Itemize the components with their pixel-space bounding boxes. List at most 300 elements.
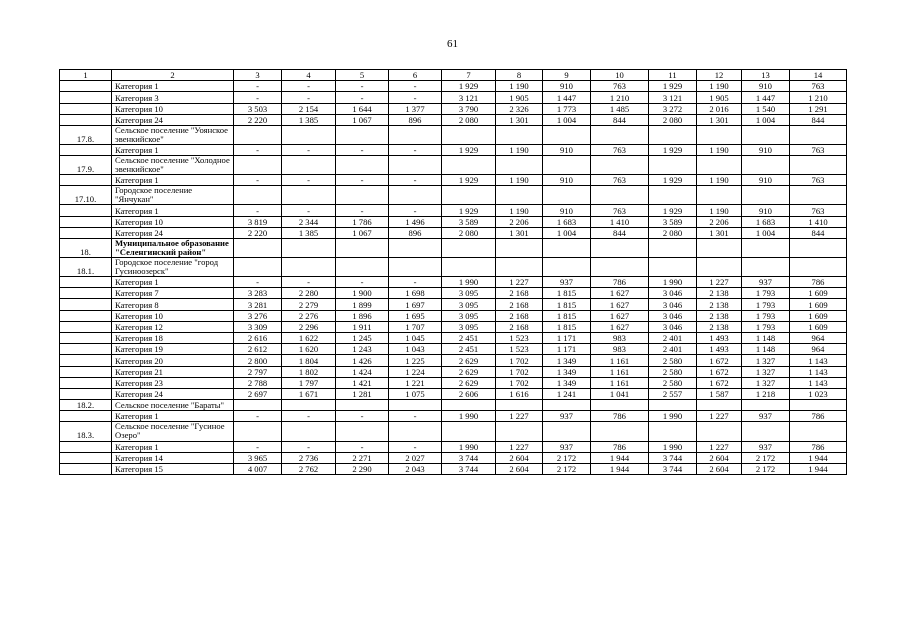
value-cell: 1 190 bbox=[697, 205, 742, 216]
section-row bbox=[60, 400, 847, 411]
value-cell: 2 557 bbox=[649, 388, 697, 399]
value-cell bbox=[543, 258, 591, 277]
header-cell: 8 bbox=[496, 70, 543, 81]
row-index bbox=[60, 216, 112, 227]
value-cell: 1 067 bbox=[336, 227, 389, 238]
row-index bbox=[60, 114, 112, 125]
row-index bbox=[60, 441, 112, 452]
header-cell: 14 bbox=[790, 70, 847, 81]
value-cell: 1 227 bbox=[496, 411, 543, 422]
value-cell: 2 580 bbox=[649, 366, 697, 377]
value-cell: 1 143 bbox=[790, 377, 847, 388]
value-cell: 1 644 bbox=[336, 103, 389, 114]
value-cell: 1 773 bbox=[543, 103, 591, 114]
value-cell: 2 580 bbox=[649, 377, 697, 388]
value-cell: 1 672 bbox=[697, 366, 742, 377]
value-cell: 1 301 bbox=[496, 114, 543, 125]
value-cell: 2 279 bbox=[282, 299, 336, 310]
value-cell bbox=[591, 186, 649, 205]
value-cell bbox=[442, 238, 496, 257]
row-index bbox=[60, 288, 112, 299]
value-cell: 2 206 bbox=[697, 216, 742, 227]
value-cell: 2 326 bbox=[496, 103, 543, 114]
value-cell: 2 604 bbox=[697, 452, 742, 463]
value-cell: 1 385 bbox=[282, 227, 336, 238]
value-cell bbox=[442, 422, 496, 441]
value-cell bbox=[649, 186, 697, 205]
row-index bbox=[60, 205, 112, 216]
value-cell: 1 218 bbox=[742, 388, 790, 399]
header-cell: 11 bbox=[649, 70, 697, 81]
row-name: Категория 24 bbox=[112, 114, 234, 125]
value-cell: 3 046 bbox=[649, 299, 697, 310]
row-index bbox=[60, 411, 112, 422]
row-index bbox=[60, 81, 112, 92]
table-row bbox=[60, 81, 847, 92]
value-cell: 763 bbox=[790, 144, 847, 155]
value-cell bbox=[790, 400, 847, 411]
value-cell bbox=[496, 238, 543, 257]
value-cell: 1 929 bbox=[649, 144, 697, 155]
value-cell: 2 629 bbox=[442, 366, 496, 377]
row-name: Сельское поселение "Бараты" bbox=[112, 400, 234, 411]
row-index bbox=[60, 103, 112, 114]
value-cell: 2 797 bbox=[234, 366, 282, 377]
value-cell: 844 bbox=[591, 114, 649, 125]
value-cell: 2 788 bbox=[234, 377, 282, 388]
row-index bbox=[60, 463, 112, 474]
value-cell: 1 004 bbox=[742, 227, 790, 238]
table-row bbox=[60, 175, 847, 186]
value-cell: 1 377 bbox=[389, 103, 442, 114]
value-cell: 1 929 bbox=[649, 175, 697, 186]
value-cell: 1 896 bbox=[336, 310, 389, 321]
value-cell: 3 095 bbox=[442, 321, 496, 332]
value-cell: 1 148 bbox=[742, 332, 790, 343]
header-cell: 10 bbox=[591, 70, 649, 81]
value-cell: 1 627 bbox=[591, 321, 649, 332]
table-row bbox=[60, 344, 847, 355]
row-name: Категория 10 bbox=[112, 310, 234, 321]
table-row bbox=[60, 463, 847, 474]
row-name: Категория 1 bbox=[112, 411, 234, 422]
value-cell bbox=[234, 156, 282, 175]
row-index: 18. bbox=[60, 238, 112, 257]
value-cell: 844 bbox=[790, 227, 847, 238]
row-index: 18.3. bbox=[60, 422, 112, 441]
value-cell: 2 800 bbox=[234, 355, 282, 366]
value-cell: 2 080 bbox=[649, 114, 697, 125]
value-cell bbox=[336, 258, 389, 277]
value-cell: 1 410 bbox=[790, 216, 847, 227]
value-cell bbox=[442, 258, 496, 277]
value-cell bbox=[742, 258, 790, 277]
value-cell: 1 190 bbox=[496, 205, 543, 216]
header-cell: 5 bbox=[336, 70, 389, 81]
row-name: Категория 14 bbox=[112, 452, 234, 463]
value-cell: - bbox=[282, 81, 336, 92]
row-name: Категория 1 bbox=[112, 205, 234, 216]
table-row bbox=[60, 388, 847, 399]
value-cell: 1 620 bbox=[282, 344, 336, 355]
value-cell: 1 143 bbox=[790, 355, 847, 366]
value-cell: 1 327 bbox=[742, 366, 790, 377]
value-cell: 1 944 bbox=[790, 463, 847, 474]
row-name: Категория 15 bbox=[112, 463, 234, 474]
value-cell: 2 168 bbox=[496, 299, 543, 310]
value-cell: - bbox=[336, 175, 389, 186]
value-cell: 1 793 bbox=[742, 299, 790, 310]
value-cell: - bbox=[336, 205, 389, 216]
value-cell: 1 227 bbox=[496, 277, 543, 288]
table-row bbox=[60, 377, 847, 388]
section-row bbox=[60, 258, 847, 277]
table-row bbox=[60, 103, 847, 114]
value-cell bbox=[496, 258, 543, 277]
value-cell: 1 929 bbox=[442, 175, 496, 186]
value-cell: 1 004 bbox=[543, 114, 591, 125]
value-cell: 1 161 bbox=[591, 366, 649, 377]
value-cell: 1 929 bbox=[442, 205, 496, 216]
table-row bbox=[60, 227, 847, 238]
header-row bbox=[60, 70, 847, 81]
table-row bbox=[60, 332, 847, 343]
value-cell: 1 616 bbox=[496, 388, 543, 399]
row-name: Категория 8 bbox=[112, 299, 234, 310]
row-name: Категория 12 bbox=[112, 321, 234, 332]
value-cell: 2 401 bbox=[649, 332, 697, 343]
row-name: Категория 23 bbox=[112, 377, 234, 388]
value-cell: 2 172 bbox=[742, 463, 790, 474]
value-cell: - bbox=[389, 441, 442, 452]
value-cell bbox=[496, 422, 543, 441]
value-cell bbox=[543, 422, 591, 441]
value-cell: 1 683 bbox=[742, 216, 790, 227]
value-cell: 2 604 bbox=[496, 452, 543, 463]
value-cell bbox=[697, 125, 742, 144]
value-cell: 2 206 bbox=[496, 216, 543, 227]
row-index bbox=[60, 92, 112, 103]
value-cell: 1 291 bbox=[790, 103, 847, 114]
value-cell: - bbox=[389, 144, 442, 155]
value-cell: 1 702 bbox=[496, 355, 543, 366]
value-cell bbox=[543, 400, 591, 411]
value-cell bbox=[742, 125, 790, 144]
value-cell: - bbox=[234, 92, 282, 103]
value-cell: 3 121 bbox=[649, 92, 697, 103]
row-name: Категория 10 bbox=[112, 216, 234, 227]
section-row bbox=[60, 186, 847, 205]
value-cell: 937 bbox=[543, 277, 591, 288]
value-cell bbox=[697, 238, 742, 257]
value-cell bbox=[543, 125, 591, 144]
value-cell: 1 447 bbox=[543, 92, 591, 103]
value-cell bbox=[282, 422, 336, 441]
value-cell: 1 227 bbox=[697, 411, 742, 422]
value-cell: 1 161 bbox=[591, 377, 649, 388]
value-cell: - bbox=[282, 277, 336, 288]
value-cell: 1 349 bbox=[543, 366, 591, 377]
value-cell: 1 210 bbox=[591, 92, 649, 103]
value-cell: 1 672 bbox=[697, 355, 742, 366]
value-cell: 1 587 bbox=[697, 388, 742, 399]
value-cell bbox=[234, 238, 282, 257]
value-cell: 1 190 bbox=[496, 144, 543, 155]
value-cell bbox=[336, 238, 389, 257]
value-cell: 3 819 bbox=[234, 216, 282, 227]
value-cell: 3 309 bbox=[234, 321, 282, 332]
header-cell: 3 bbox=[234, 70, 282, 81]
value-cell bbox=[336, 156, 389, 175]
value-cell: 1 990 bbox=[442, 441, 496, 452]
value-cell: 1 609 bbox=[790, 310, 847, 321]
value-cell bbox=[697, 400, 742, 411]
value-cell: 2 138 bbox=[697, 310, 742, 321]
value-cell: 2 080 bbox=[442, 227, 496, 238]
header-cell: 12 bbox=[697, 70, 742, 81]
value-cell: 964 bbox=[790, 332, 847, 343]
row-index bbox=[60, 452, 112, 463]
value-cell: 2 080 bbox=[442, 114, 496, 125]
value-cell: 2 220 bbox=[234, 114, 282, 125]
table-row bbox=[60, 277, 847, 288]
value-cell: 2 604 bbox=[496, 463, 543, 474]
section-row bbox=[60, 422, 847, 441]
value-cell bbox=[442, 400, 496, 411]
value-cell: 937 bbox=[742, 277, 790, 288]
row-name: Категория 18 bbox=[112, 332, 234, 343]
value-cell: 3 744 bbox=[649, 463, 697, 474]
value-cell: 1 609 bbox=[790, 299, 847, 310]
value-cell: - bbox=[336, 81, 389, 92]
value-cell: 896 bbox=[389, 114, 442, 125]
value-cell: 910 bbox=[543, 81, 591, 92]
page-number: 61 bbox=[447, 38, 458, 50]
value-cell: 1 227 bbox=[496, 441, 543, 452]
value-cell bbox=[591, 156, 649, 175]
row-name: Городское поселение "Янчукан" bbox=[112, 186, 234, 205]
value-cell: 763 bbox=[790, 205, 847, 216]
header-cell: 7 bbox=[442, 70, 496, 81]
value-cell: - bbox=[282, 175, 336, 186]
value-cell bbox=[649, 156, 697, 175]
row-name: Категория 1 bbox=[112, 441, 234, 452]
value-cell: 1 426 bbox=[336, 355, 389, 366]
value-cell: 844 bbox=[591, 227, 649, 238]
value-cell: 763 bbox=[591, 175, 649, 186]
value-cell: 910 bbox=[742, 81, 790, 92]
value-cell: 786 bbox=[790, 411, 847, 422]
value-cell: 1 815 bbox=[543, 310, 591, 321]
row-name: Категория 24 bbox=[112, 227, 234, 238]
value-cell: 2 290 bbox=[336, 463, 389, 474]
value-cell: 910 bbox=[543, 144, 591, 155]
row-name: Муниципальное образование "Селенгинский район" bbox=[112, 238, 234, 257]
value-cell bbox=[389, 238, 442, 257]
value-cell: - bbox=[234, 144, 282, 155]
value-cell: 3 046 bbox=[649, 288, 697, 299]
value-cell bbox=[790, 156, 847, 175]
value-cell: 1 815 bbox=[543, 321, 591, 332]
value-cell: 1 067 bbox=[336, 114, 389, 125]
value-cell: 1 793 bbox=[742, 288, 790, 299]
value-cell bbox=[496, 400, 543, 411]
value-cell: 937 bbox=[742, 441, 790, 452]
value-cell: 2 138 bbox=[697, 299, 742, 310]
row-index bbox=[60, 377, 112, 388]
value-cell bbox=[649, 400, 697, 411]
value-cell bbox=[790, 258, 847, 277]
row-index bbox=[60, 277, 112, 288]
table-row bbox=[60, 310, 847, 321]
value-cell bbox=[336, 422, 389, 441]
value-cell: 3 046 bbox=[649, 310, 697, 321]
value-cell bbox=[543, 156, 591, 175]
value-cell: 1 622 bbox=[282, 332, 336, 343]
value-cell bbox=[790, 125, 847, 144]
value-cell: 937 bbox=[543, 441, 591, 452]
value-cell: 2 154 bbox=[282, 103, 336, 114]
value-cell: 3 276 bbox=[234, 310, 282, 321]
value-cell: 1 327 bbox=[742, 377, 790, 388]
row-index bbox=[60, 388, 112, 399]
value-cell: 2 080 bbox=[649, 227, 697, 238]
value-cell: 1 815 bbox=[543, 299, 591, 310]
value-cell bbox=[336, 186, 389, 205]
value-cell: - bbox=[389, 411, 442, 422]
value-cell: 1 224 bbox=[389, 366, 442, 377]
value-cell: 2 043 bbox=[389, 463, 442, 474]
value-cell: 2 271 bbox=[336, 452, 389, 463]
value-cell: 910 bbox=[543, 175, 591, 186]
value-cell: 1 043 bbox=[389, 344, 442, 355]
value-cell: 1 447 bbox=[742, 92, 790, 103]
value-cell: 2 736 bbox=[282, 452, 336, 463]
row-index: 18.2. bbox=[60, 400, 112, 411]
row-name: Категория 21 bbox=[112, 366, 234, 377]
value-cell bbox=[649, 125, 697, 144]
value-cell: 1 929 bbox=[649, 81, 697, 92]
value-cell: 896 bbox=[389, 227, 442, 238]
value-cell: 2 296 bbox=[282, 321, 336, 332]
table-row bbox=[60, 216, 847, 227]
value-cell: 1 410 bbox=[591, 216, 649, 227]
value-cell: 1 905 bbox=[697, 92, 742, 103]
header-cell: 2 bbox=[112, 70, 234, 81]
value-cell: 1 243 bbox=[336, 344, 389, 355]
value-cell: 1 190 bbox=[697, 81, 742, 92]
value-cell bbox=[282, 238, 336, 257]
value-cell: 786 bbox=[591, 277, 649, 288]
value-cell: 786 bbox=[790, 441, 847, 452]
value-cell: 1 900 bbox=[336, 288, 389, 299]
table-row bbox=[60, 92, 847, 103]
value-cell: - bbox=[282, 411, 336, 422]
row-name: Категория 24 bbox=[112, 388, 234, 399]
value-cell: - bbox=[389, 205, 442, 216]
value-cell: 937 bbox=[742, 411, 790, 422]
value-cell: 1 523 bbox=[496, 344, 543, 355]
value-cell: 1 227 bbox=[697, 441, 742, 452]
section-row bbox=[60, 156, 847, 175]
value-cell: 3 095 bbox=[442, 310, 496, 321]
value-cell: 1 793 bbox=[742, 321, 790, 332]
value-cell: 1 609 bbox=[790, 288, 847, 299]
value-cell: 763 bbox=[790, 81, 847, 92]
table-row bbox=[60, 452, 847, 463]
value-cell bbox=[742, 400, 790, 411]
value-cell: 1 702 bbox=[496, 366, 543, 377]
value-cell: 2 027 bbox=[389, 452, 442, 463]
value-cell bbox=[742, 238, 790, 257]
value-cell bbox=[591, 400, 649, 411]
value-cell: 1 627 bbox=[591, 299, 649, 310]
value-cell: 1 540 bbox=[742, 103, 790, 114]
value-cell: 2 168 bbox=[496, 310, 543, 321]
value-cell bbox=[442, 186, 496, 205]
value-cell bbox=[282, 186, 336, 205]
value-cell: 1 221 bbox=[389, 377, 442, 388]
value-cell: 786 bbox=[591, 411, 649, 422]
value-cell: 1 045 bbox=[389, 332, 442, 343]
value-cell bbox=[649, 258, 697, 277]
value-cell bbox=[591, 238, 649, 257]
value-cell bbox=[389, 186, 442, 205]
value-cell: - bbox=[234, 277, 282, 288]
value-cell: 2 138 bbox=[697, 288, 742, 299]
value-cell: - bbox=[282, 441, 336, 452]
value-cell: 3 589 bbox=[442, 216, 496, 227]
value-cell: 1 301 bbox=[697, 114, 742, 125]
value-cell: 1 485 bbox=[591, 103, 649, 114]
value-cell: 1 523 bbox=[496, 332, 543, 343]
value-cell: 2 168 bbox=[496, 288, 543, 299]
table-row bbox=[60, 299, 847, 310]
value-cell: 2 606 bbox=[442, 388, 496, 399]
row-index bbox=[60, 344, 112, 355]
value-cell: - bbox=[282, 205, 336, 216]
row-index: 17.10. bbox=[60, 186, 112, 205]
value-cell: 3 790 bbox=[442, 103, 496, 114]
value-cell: 2 280 bbox=[282, 288, 336, 299]
header-cell: 6 bbox=[389, 70, 442, 81]
value-cell: 2 344 bbox=[282, 216, 336, 227]
value-cell: 1 671 bbox=[282, 388, 336, 399]
value-cell: 2 629 bbox=[442, 355, 496, 366]
value-cell bbox=[389, 156, 442, 175]
value-cell: - bbox=[389, 92, 442, 103]
value-cell bbox=[790, 422, 847, 441]
value-cell: 1 990 bbox=[442, 411, 496, 422]
value-cell: 1 241 bbox=[543, 388, 591, 399]
value-cell: - bbox=[389, 175, 442, 186]
value-cell: 983 bbox=[591, 332, 649, 343]
value-cell: 3 744 bbox=[649, 452, 697, 463]
header-cell: 4 bbox=[282, 70, 336, 81]
value-cell: 1 944 bbox=[790, 452, 847, 463]
table-row bbox=[60, 288, 847, 299]
row-name: Категория 1 bbox=[112, 175, 234, 186]
value-cell bbox=[649, 422, 697, 441]
value-cell: - bbox=[336, 144, 389, 155]
value-cell: 1 075 bbox=[389, 388, 442, 399]
row-index: 18.1. bbox=[60, 258, 112, 277]
value-cell bbox=[389, 422, 442, 441]
value-cell bbox=[742, 422, 790, 441]
value-cell: 1 301 bbox=[697, 227, 742, 238]
value-cell: 1 161 bbox=[591, 355, 649, 366]
row-name: Сельское поселение "Гусиное Озеро" bbox=[112, 422, 234, 441]
